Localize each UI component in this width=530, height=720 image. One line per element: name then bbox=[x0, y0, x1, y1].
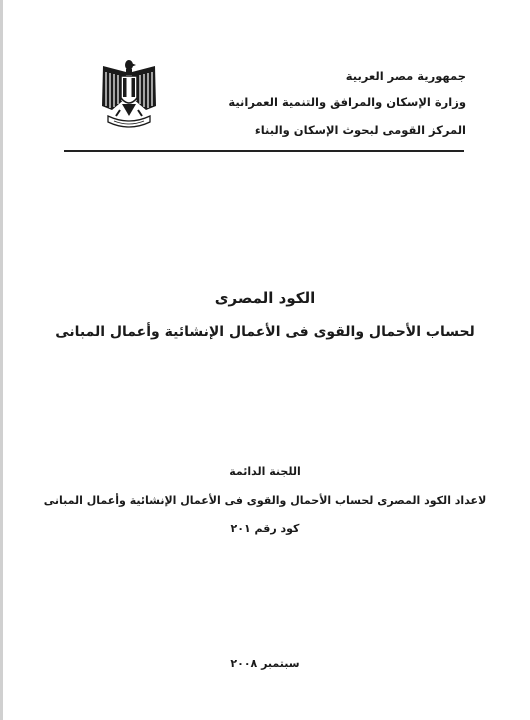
code-number: كود رقم ٢٠١ bbox=[230, 522, 300, 535]
document-subtitle: لحساب الأحمال والقوى فى الأعمال الإنشائية وأعمال المبانى bbox=[55, 324, 475, 340]
ministry-name: وزارة الإسكان والمرافق والتنمية العمرانية bbox=[228, 95, 466, 109]
publication-date: سبتمبر ٢٠٠٨ bbox=[230, 657, 300, 670]
committee-description: لاعداد الكود المصرى لحساب الأحمال والقوى فى الأعمال الإنشائية وأعمال المبانى bbox=[43, 494, 487, 507]
country-name: جمهورية مصر العربية bbox=[345, 69, 466, 83]
header-divider bbox=[64, 150, 464, 152]
page-edge bbox=[0, 0, 3, 720]
research-center-name: المركز القومى لبحوث الإسكان والبناء bbox=[254, 123, 466, 137]
committee-name: اللجنة الدائمة bbox=[229, 465, 301, 478]
eagle-emblem-icon bbox=[100, 58, 158, 128]
document-title: الكود المصرى bbox=[214, 289, 316, 307]
